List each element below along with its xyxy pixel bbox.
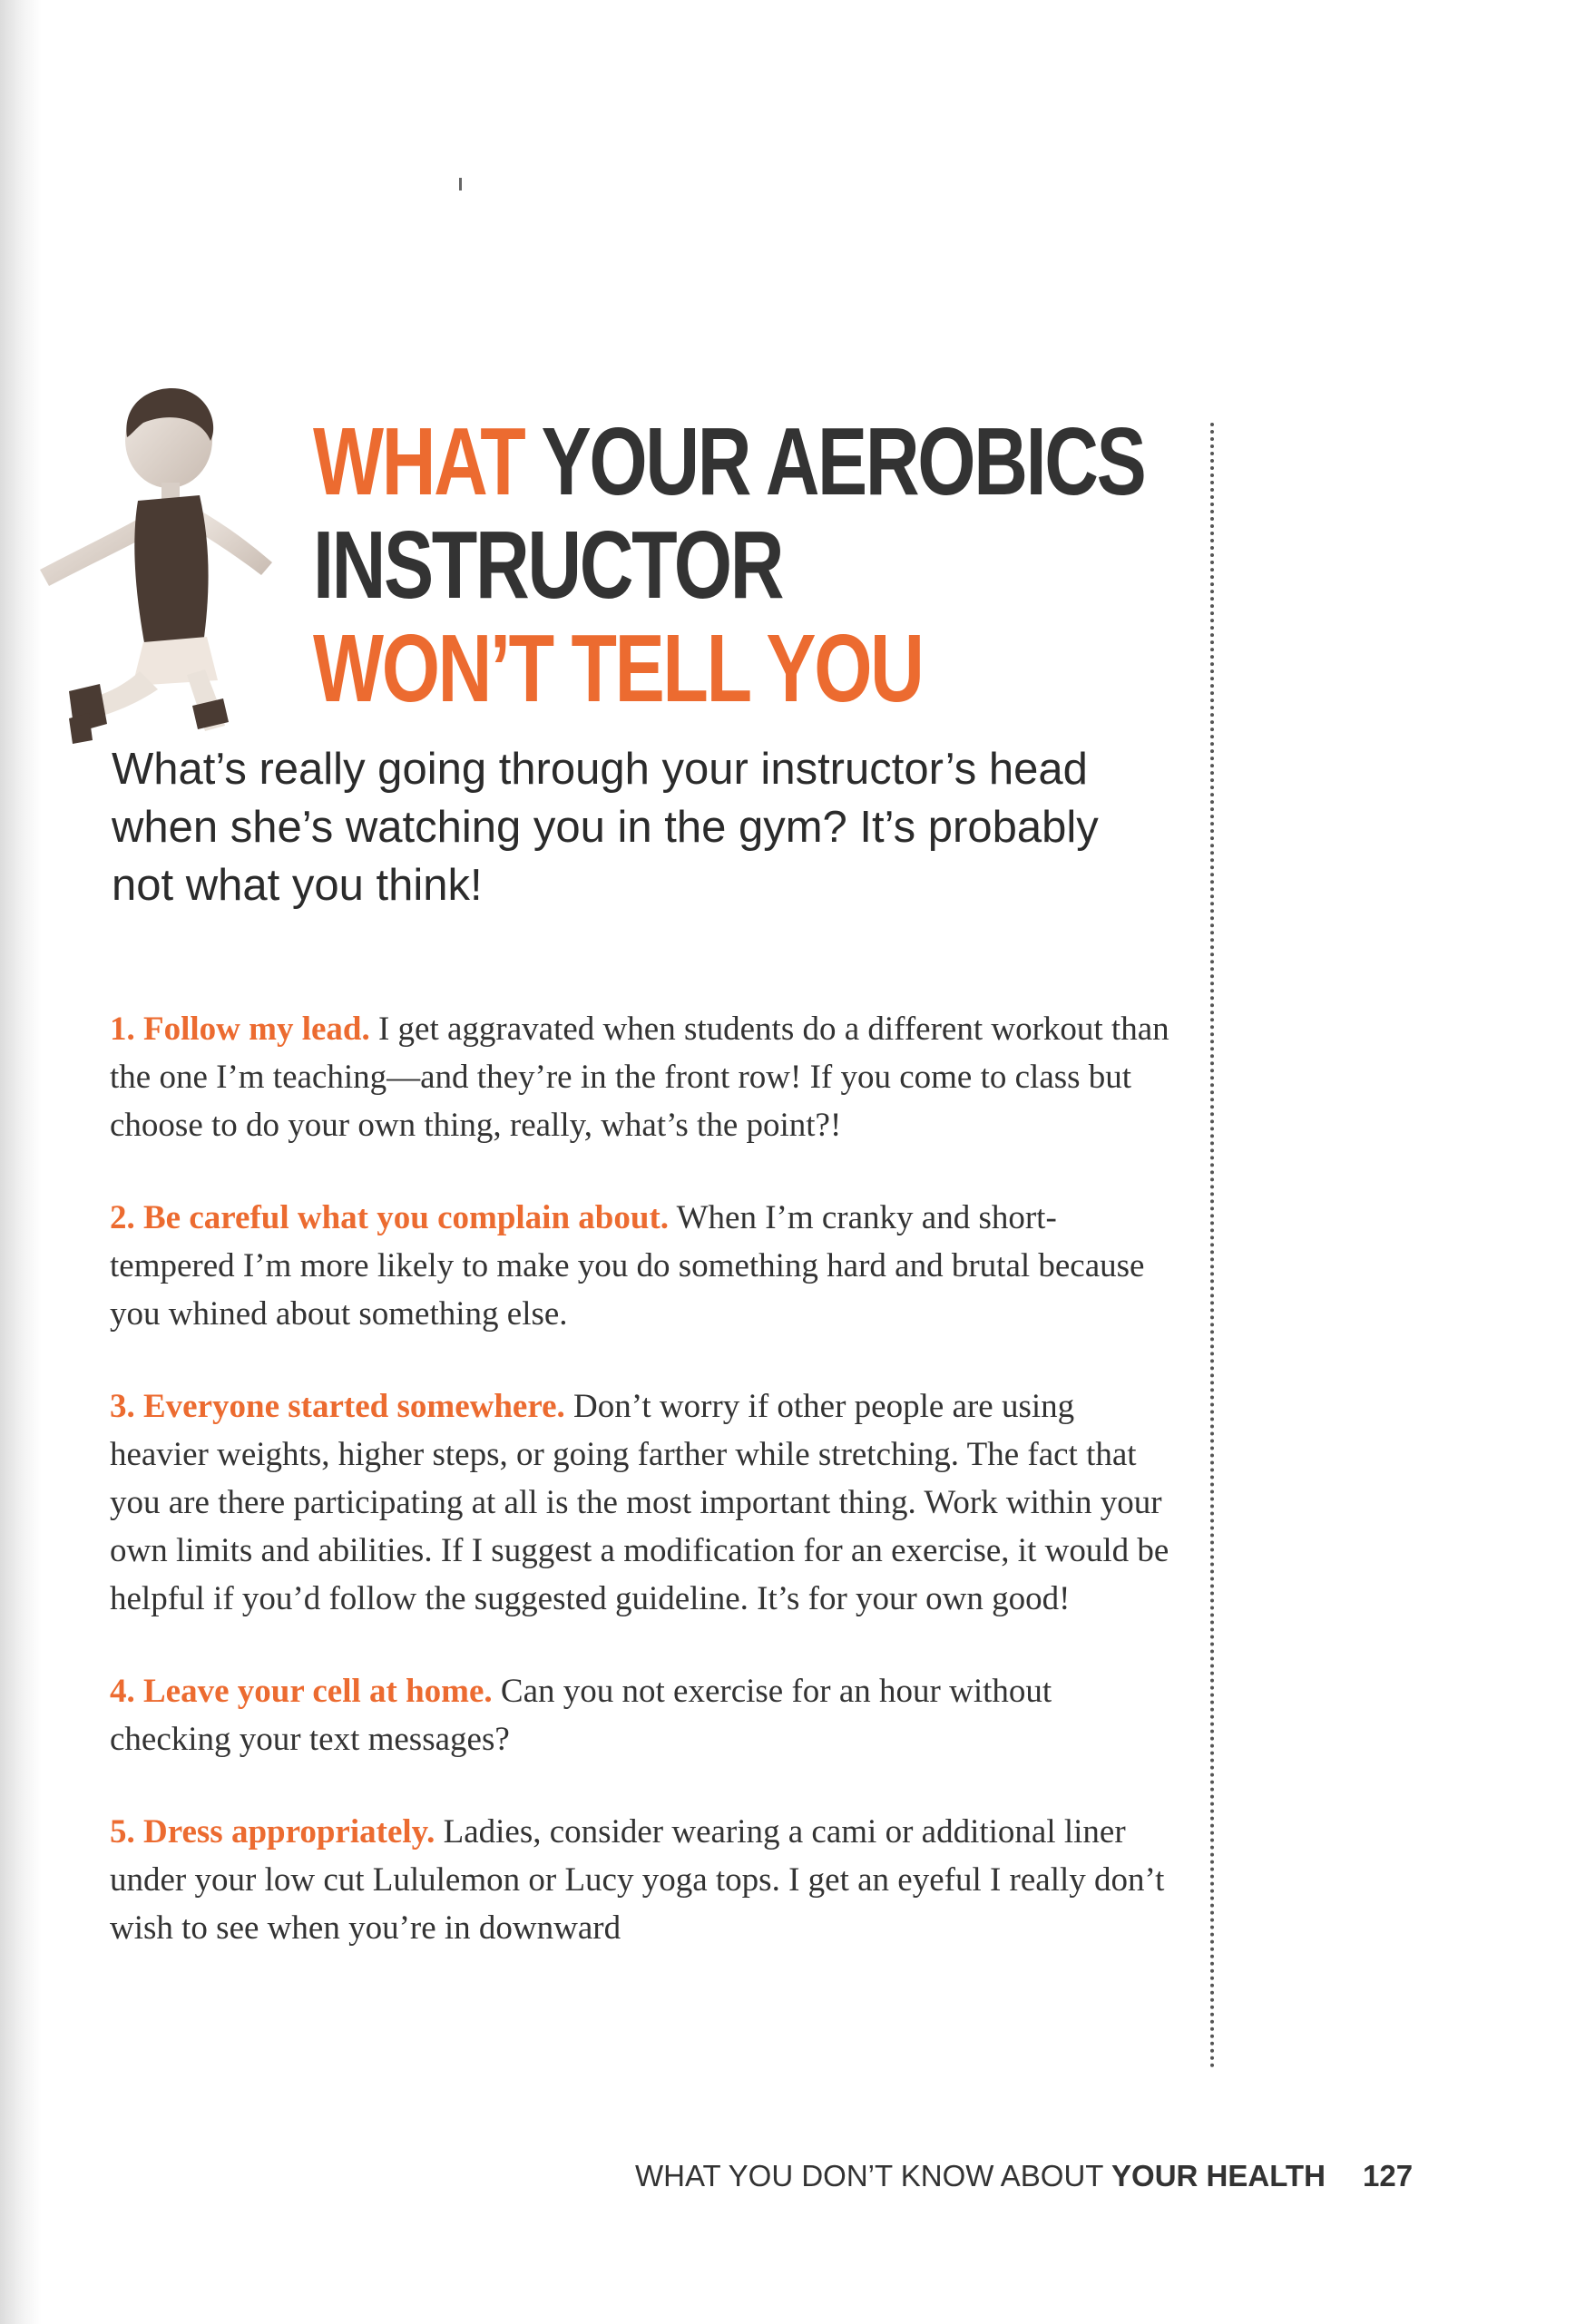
tip-text: When I’m cranky and short-tempered I’m more likely to make you do something hard and brutal because you whined about something else. bbox=[110, 1199, 1145, 1333]
title-line3: WON’T TELL YOU bbox=[313, 615, 923, 722]
tip-item bbox=[110, 1808, 1171, 1952]
print-speck bbox=[459, 178, 462, 190]
tip-item bbox=[110, 1194, 1171, 1338]
tip-lead: 2. Be careful what you complain about. bbox=[110, 1199, 670, 1236]
tip-lead: 5. Dress appropriately. bbox=[110, 1813, 435, 1850]
tip-lead: 4. Leave your cell at home. bbox=[110, 1673, 493, 1710]
tip-item bbox=[110, 1382, 1171, 1623]
tip-lead: 3. Everyone started somewhere. bbox=[110, 1388, 565, 1425]
tip-lead: 1. Follow my lead. bbox=[110, 1011, 370, 1048]
running-head-bold: YOUR HEALTH bbox=[1111, 2159, 1326, 2192]
title-accent-word: WHAT bbox=[313, 408, 524, 515]
title-line2: INSTRUCTOR bbox=[313, 512, 783, 619]
tip-text: Ladies, consider wearing a cami or additional liner under your low cut Lululemon or Lucy yoga tops. I get an eyeful I really don’t wish to see when you’re in downward bbox=[110, 1813, 1165, 1947]
tips-list bbox=[110, 1005, 1171, 1952]
tip-text: Can you not exercise for an hour without checking your text messages? bbox=[110, 1673, 1052, 1758]
aerobics-figure-illustration bbox=[33, 381, 305, 744]
tip-text: Don’t worry if other people are using heavier weights, higher steps, or going farther while stretching. The fact that you are there participating at all is the most important thing. Work within your own limits and abilities. If I suggest a modification for an exercise, it would be helpful if you’d follow the suggested guideline. It’s for your own good! bbox=[110, 1388, 1169, 1617]
article-title bbox=[313, 410, 1144, 720]
article-dek: What’s really going through your instructor’s head when she’s watching you in the gym? It’s probably not what you think! bbox=[112, 745, 1099, 910]
tip-item bbox=[110, 1667, 1171, 1763]
tip-text: I get aggravated when students do a different workout than the one I’m teaching—and they’re in the front row! If you come to class but choose to do your own thing, really, what’s the point?! bbox=[110, 1011, 1169, 1144]
page-number: 127 bbox=[1363, 2159, 1414, 2192]
dotted-column-rule bbox=[1210, 423, 1214, 2069]
page-shadow bbox=[0, 0, 42, 2324]
running-head-prefix: WHAT YOU DON’T KNOW ABOUT bbox=[635, 2159, 1103, 2192]
running-footer bbox=[635, 2159, 1326, 2193]
title-line1-rest: YOUR AEROBICS bbox=[541, 408, 1145, 515]
tip-item bbox=[110, 1005, 1171, 1149]
